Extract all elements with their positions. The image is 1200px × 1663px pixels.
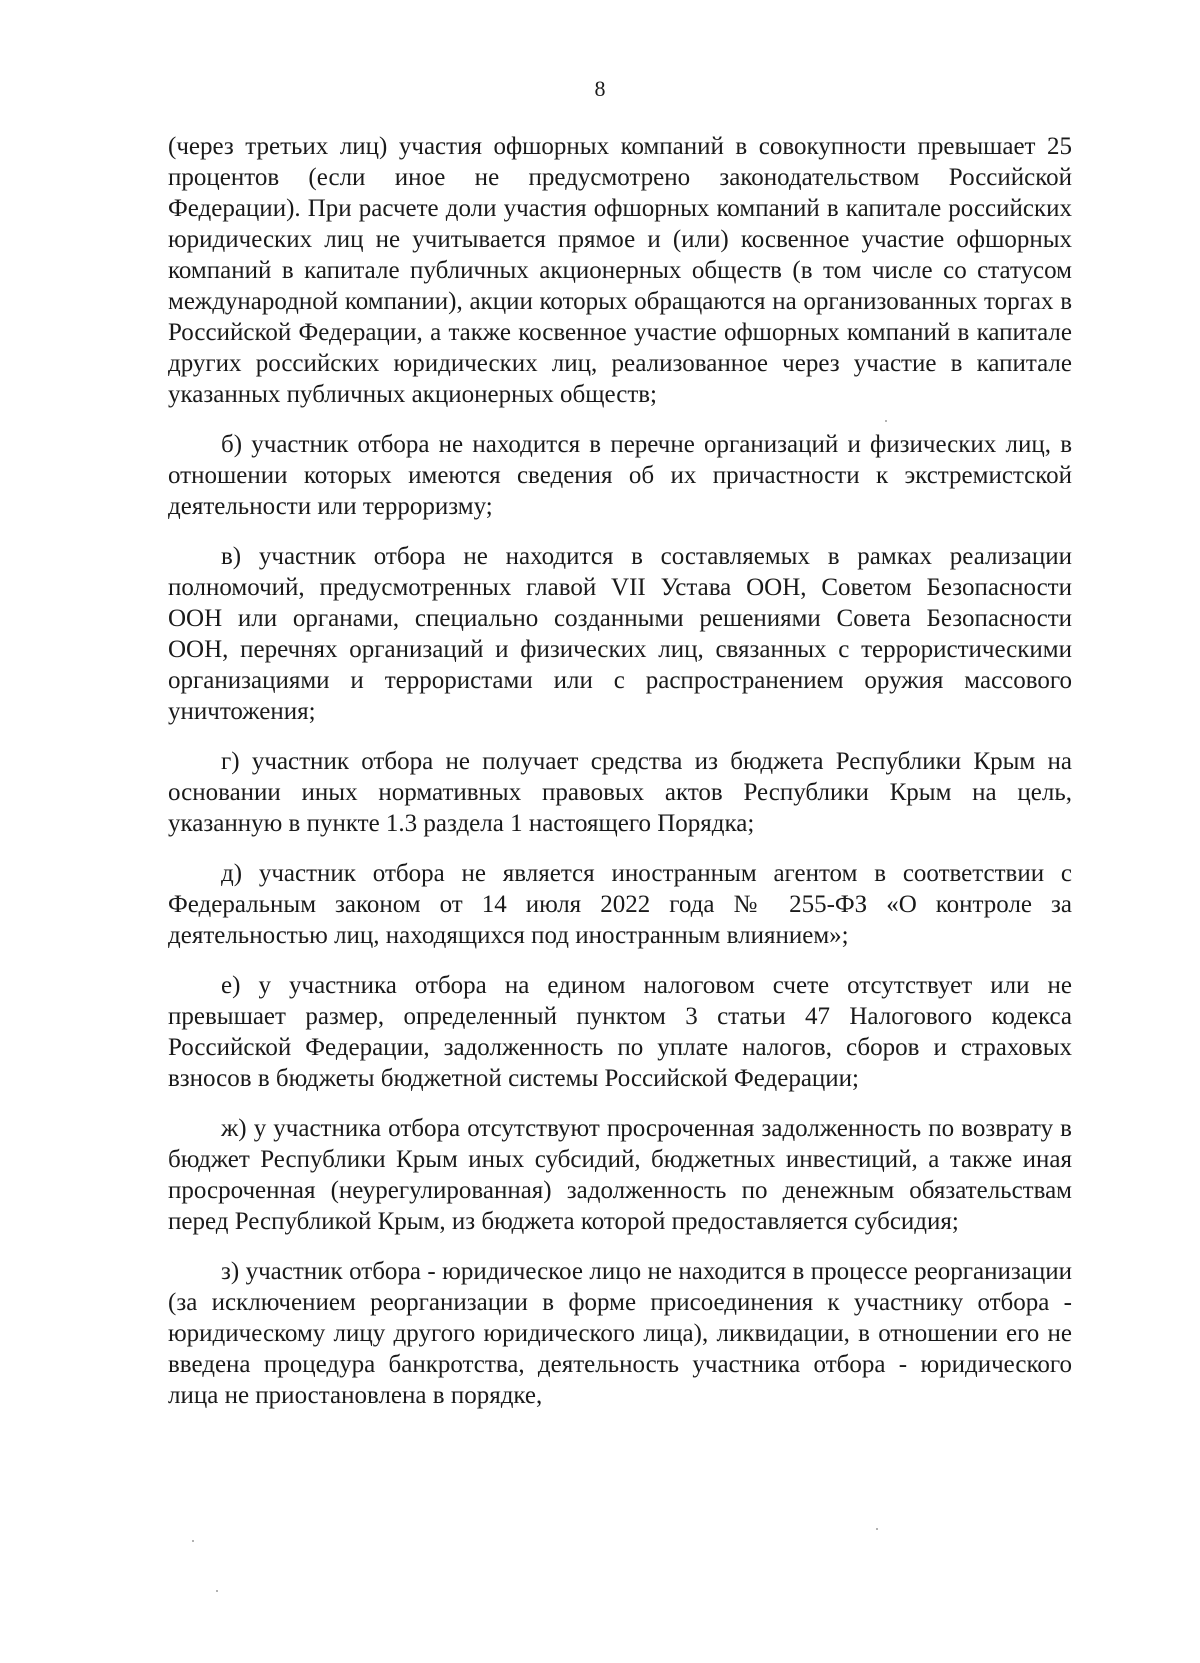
paragraph-continuation: (через третьих лиц) участия офшорных компаний в совокупности превышает 25 процентов (если иное не предусмотрено законодательством Российской Федерации). При расчете доли участия офшорных компаний в капитале российских юридических лиц не учитывается прямое и (или) косвенное участие офшорных компаний в капитале публичных акционерных обществ (в том числе со статусом международной компании), акции которых обращаются на организованных торгах в Российской Федерации, а также косвенное участие офшорных компаний в капитале других российских юридических лиц, реализованное через участие в капитале указанных публичных акционерных обществ;: [168, 133, 1072, 408]
paragraph-item-zh: ж) у участника отбора отсутствуют просроченная задолженность по возврату в бюджет Республики Крым иных субсидий, бюджетных инвестиций, а также иная просроченная (неурегулированная) задолженность по денежным обязательствам перед Республикой Крым, из бюджета которой предоставляется субсидия;: [168, 1115, 1072, 1235]
paragraph-item-v: в) участник отбора не находится в составляемых в рамках реализации полномочий, предусмотренных главой VII Устава ООН, Советом Безопасности ООН или органами, специально созданными решениями Совета Безопасности ООН, перечнях организаций и физических лиц, связанных с террористическими организациями и террористами или с распространением оружия массового уничтожения;: [168, 543, 1072, 725]
paragraph-item-d: д) участник отбора не является иностранным агентом в соответствии с Федеральным законом от 14 июля 2022 года № 255-ФЗ «О контроле за деятельностью лиц, находящихся под иностранным влиянием»;: [168, 860, 1072, 949]
scan-speck: [216, 1590, 218, 1592]
page-number: 8: [594, 76, 606, 101]
scan-speck: [876, 1528, 878, 1530]
scan-speck: [885, 420, 887, 422]
paragraph-item-e: е) у участника отбора на едином налоговом счете отсутствует или не превышает размер, определенный пунктом 3 статьи 47 Налогового кодекса Российской Федерации, задолженность по уплате налогов, сборов и страховых взносов в бюджеты бюджетной системы Российской Федерации;: [168, 972, 1072, 1092]
paragraph-item-b: б) участник отбора не находится в перечне организаций и физических лиц, в отношении которых имеются сведения об их причастности к экстремистской деятельности или терроризму;: [168, 431, 1072, 520]
document-body: [168, 131, 1072, 1411]
scan-speck: [192, 1540, 194, 1542]
paragraph-item-g: г) участник отбора не получает средства из бюджета Республики Крым на основании иных нормативных правовых актов Республики Крым на цель, указанную в пункте 1.3 раздела 1 настоящего Порядка;: [168, 748, 1072, 837]
paragraph-item-z: з) участник отбора - юридическое лицо не находится в процессе реорганизации (за исключением реорганизации в форме присоединения к участнику отбора - юридическому лицу другого юридического лица), ликвидации, в отношении его не введена процедура банкротства, деятельность участника отбора - юридического лица не приостановлена в порядке,: [168, 1258, 1072, 1409]
